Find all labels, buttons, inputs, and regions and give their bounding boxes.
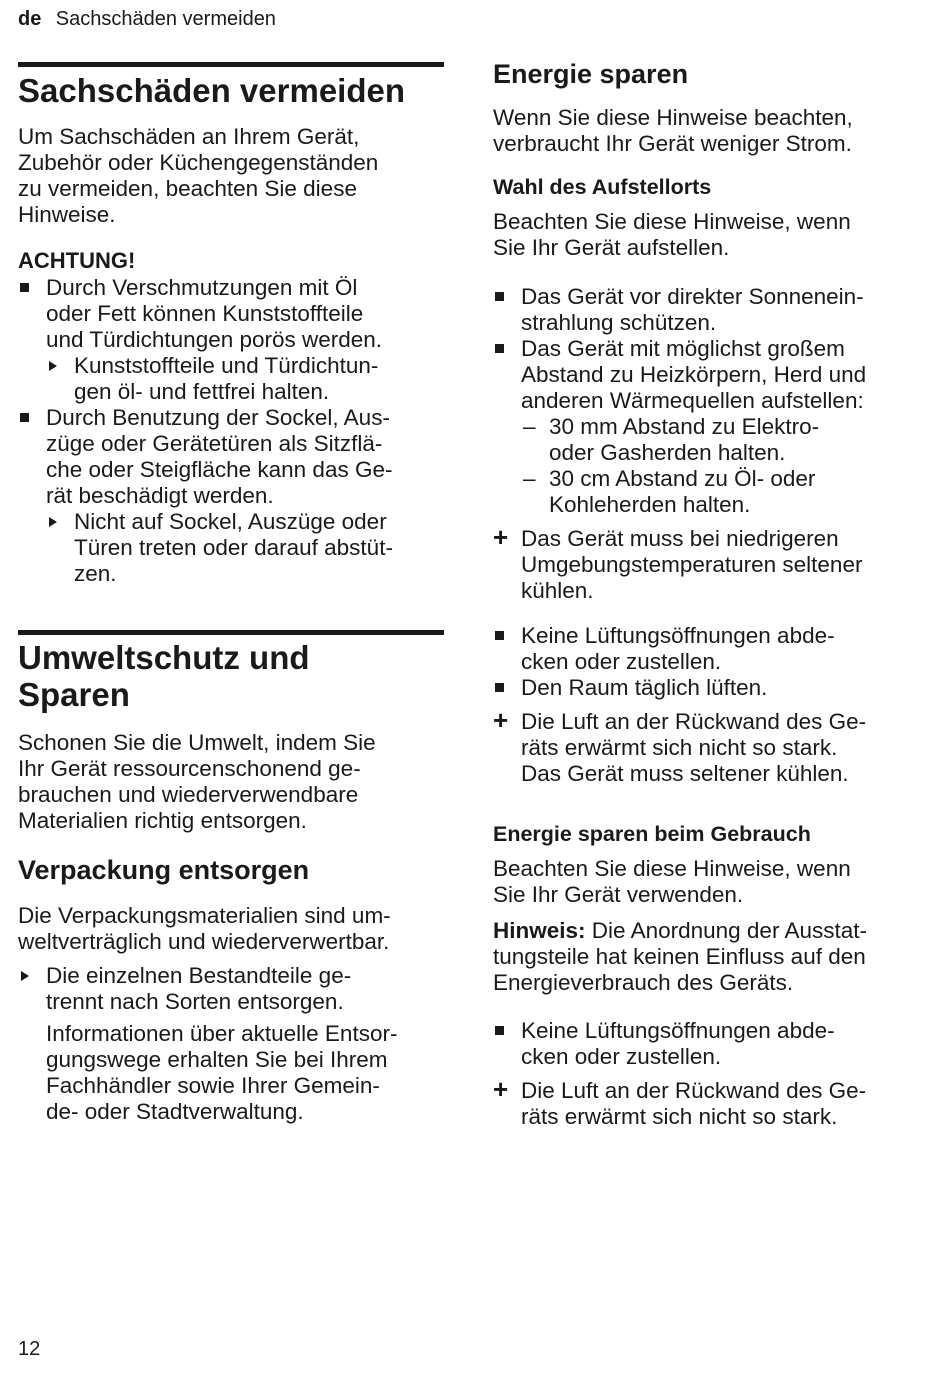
list-item: Durch Verschmutzungen mit Öl oder Fett können Kunststoffteile und Türdichtungen porös werden. (18, 275, 448, 353)
square-bullet-icon (20, 413, 29, 422)
warning-list (18, 275, 448, 587)
list-item: – 30 mm Abstand zu Elektro- oder Gasherden halten. (523, 414, 820, 465)
packaging-step (18, 963, 448, 1125)
subsection-title-aufstellort: Wahl des Aufstellorts (493, 175, 712, 199)
packaging-intro: Die Verpackungsmaterialien sind um- weltverträglich und wiederverwertbar. (18, 903, 391, 954)
list-item: – 30 cm Abstand zu Öl- oder Kohleherden halten. (523, 466, 816, 517)
section-title-sachschaeden: Sachschäden vermeiden (18, 72, 406, 109)
plus-icon: + (493, 522, 509, 552)
ventilation-list (493, 623, 933, 787)
list-item: Die einzelnen Bestandteile ge- trennt nach Sorten entsorgen. (18, 963, 448, 1015)
header-title: Sachschäden vermeiden (55, 8, 276, 30)
list-item: Kunststoffteile und Türdichtun- gen öl- und fettfrei halten. (18, 353, 448, 405)
usage-intro: Beachten Sie diese Hinweise, wenn Sie Ihr Gerät verwenden. (493, 856, 851, 907)
square-bullet-icon (20, 283, 29, 292)
arrow-bullet-icon (49, 361, 57, 371)
note-paragraph: Hinweis: Die Anordnung der Ausstat- tungsteile hat keinen Einfluss auf den Energieverbrauch des Geräts. (493, 918, 867, 995)
list-item: + Die Luft an der Rückwand des Ge- räts erwärmt sich nicht so stark. (493, 1074, 867, 1129)
arrow-bullet-icon (21, 971, 29, 981)
list-item: Durch Benutzung der Sockel, Aus- züge oder Gerätetüren als Sitzflä- che oder Steigfläche kann das Ge- rät beschädigt werden. (18, 405, 448, 509)
list-item: + Die Luft an der Rückwand des Ge- räts erwärmt sich nicht so stark. Das Gerät muss seltener kühlen. (493, 705, 867, 786)
subsection-title-verpackung: Verpackung entsorgen (18, 855, 310, 885)
dash-bullet-icon: – (523, 466, 536, 491)
list-item: Den Raum täglich lüften. (493, 675, 933, 701)
environment-intro: Schonen Sie die Umwelt, indem Sie Ihr Gerät ressourcenschonend ge- brauchen und wiederverwendbare Materialien richtig entsorgen. (18, 730, 376, 833)
square-bullet-icon (495, 292, 504, 301)
dash-bullet-icon: – (523, 414, 536, 439)
section-title-umweltschutz: Umweltschutz und Sparen (18, 639, 310, 713)
warning-label: ACHTUNG! (18, 248, 136, 273)
intro-paragraph: Um Sachschäden an Ihrem Gerät, Zubehör oder Küchengegenständen zu vermeiden, beachten Sie diese Hinweise. (18, 124, 379, 227)
list-item: Keine Lüftungsöffnungen abde- cken oder zustellen. (493, 1018, 933, 1070)
note-label: Hinweis: (493, 918, 586, 943)
info-text: Informationen über aktuelle Entsor- gungswege erhalten Sie bei Ihrem Fachhändler sowie Ihrer Gemein- de- oder Stadtverwaltung. (46, 1021, 398, 1124)
running-header (18, 8, 276, 31)
subsection-title-gebrauch: Energie sparen beim Gebrauch (493, 822, 811, 846)
page-number: 12 (18, 1338, 41, 1360)
list-item: Das Gerät mit möglichst großem Abstand zu Heizkörpern, Herd und anderen Wärmequellen aufstellen: (493, 336, 933, 414)
arrow-bullet-icon (49, 517, 57, 527)
square-bullet-icon (495, 631, 504, 640)
language-code: de (18, 8, 42, 30)
section-rule (18, 62, 444, 67)
usage-list (493, 1018, 933, 1130)
plus-icon: + (493, 1074, 509, 1104)
section-title-energie: Energie sparen (493, 59, 689, 89)
list-item: Keine Lüftungsöffnungen abde- cken oder zustellen. (493, 623, 933, 675)
plus-icon: + (493, 705, 509, 735)
list-item: Das Gerät vor direkter Sonnenein- strahlung schützen. (493, 284, 933, 336)
list-item: + Das Gerät muss bei niedrigeren Umgebungstemperaturen seltener kühlen. (493, 522, 863, 603)
square-bullet-icon (495, 344, 504, 353)
square-bullet-icon (495, 683, 504, 692)
square-bullet-icon (495, 1026, 504, 1035)
energy-intro: Wenn Sie diese Hinweise beachten, verbraucht Ihr Gerät weniger Strom. (493, 105, 853, 156)
list-item: Nicht auf Sockel, Auszüge oder Türen treten oder darauf abstüt- zen. (18, 509, 448, 587)
placement-intro: Beachten Sie diese Hinweise, wenn Sie Ihr Gerät aufstellen. (493, 209, 851, 260)
placement-list (493, 284, 933, 604)
section-rule (18, 630, 444, 635)
